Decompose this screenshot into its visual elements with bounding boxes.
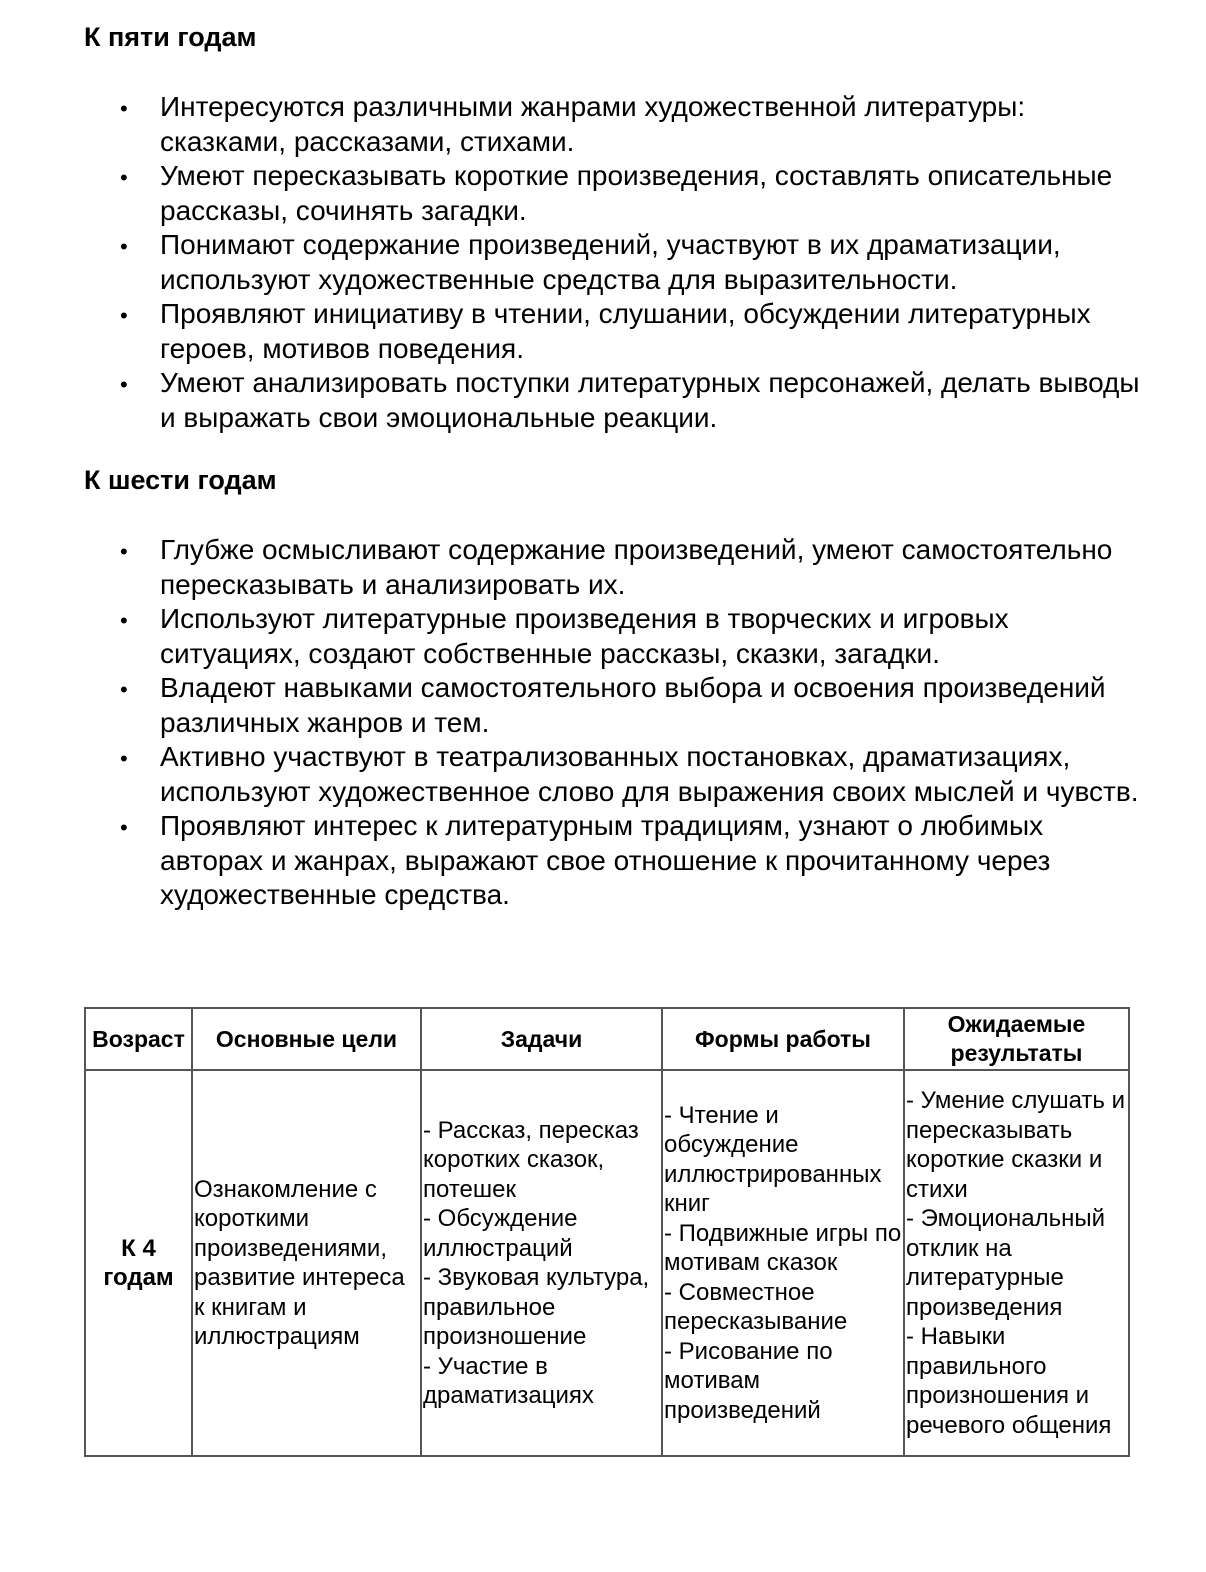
bullet-icon: •	[120, 303, 128, 328]
list-item	[84, 602, 1144, 671]
bullet-icon: •	[120, 608, 128, 633]
result-item: - Эмоциональный отклик на литературные произведения	[906, 1205, 1106, 1321]
list-item	[84, 809, 1144, 913]
goals-table	[84, 1007, 1130, 1457]
list-item-text: Понимают содержание произведений, участвуют в их драматизации, используют художественные средства для выразительности.	[160, 229, 1061, 295]
bullet-icon: •	[120, 372, 128, 397]
bullet-icon: •	[120, 96, 128, 121]
header-age: Возраст	[85, 1008, 192, 1070]
cell-tasks	[421, 1070, 662, 1456]
form-item: - Совместное пересказывание	[664, 1278, 848, 1336]
task-item: - Обсуждение иллюстраций	[423, 1205, 578, 1262]
section-heading-six-years: К шести годам	[84, 465, 277, 495]
list-item-text: Используют литературные произведения в творческих и игровых ситуациях, создают собственные рассказы, сказки, загадки.	[160, 603, 1009, 669]
cell-age: К 4 годам	[85, 1070, 192, 1456]
task-item: - Звуковая культура, правильное произношение	[423, 1264, 650, 1350]
list-six-years	[84, 533, 1144, 913]
list-item	[84, 228, 1144, 297]
bullet-icon: •	[120, 165, 128, 190]
list-item	[84, 297, 1144, 366]
section-heading-five-years: К пяти годам	[84, 22, 257, 52]
bullet-icon: •	[120, 539, 128, 564]
bullet-icon: •	[120, 815, 128, 840]
table-row	[85, 1070, 1129, 1456]
form-item: - Рисование по мотивам произведений	[664, 1337, 833, 1424]
bullet-icon: •	[120, 677, 128, 702]
header-goals: Основные цели	[192, 1008, 421, 1070]
cell-goals: Ознакомление с короткими произведениями, развитие интереса к книгам и иллюстрациям	[192, 1070, 421, 1456]
form-item: - Чтение и обсуждение иллюстрированных книг	[664, 1101, 882, 1218]
table-header-row	[85, 1008, 1129, 1070]
header-tasks: Задачи	[421, 1008, 662, 1070]
bullet-icon: •	[120, 746, 128, 771]
result-item: - Умение слушать и пересказывать короткие сказки и стихи	[906, 1087, 1125, 1203]
task-item: - Рассказ, пересказ коротких сказок, потешек	[423, 1116, 639, 1203]
bullet-icon: •	[120, 234, 128, 259]
cell-forms	[662, 1070, 904, 1456]
form-item: - Подвижные игры по мотивам сказок	[664, 1219, 902, 1277]
list-item	[84, 159, 1144, 228]
list-item-text: Проявляют инициативу в чтении, слушании, обсуждении литературных героев, мотивов поведения.	[160, 298, 1091, 364]
result-item: - Навыки правильного произношения и речевого общения	[906, 1323, 1112, 1439]
cell-results	[904, 1070, 1129, 1456]
list-item-text: Владеют навыками самостоятельного выбора и освоения произведений различных жанров и тем.	[160, 672, 1106, 738]
list-item-text: Умеют анализировать поступки литературных персонажей, делать выводы и выражать свои эмоциональные реакции.	[160, 367, 1140, 433]
header-forms: Формы работы	[662, 1008, 904, 1070]
list-item	[84, 671, 1144, 740]
document-page	[84, 0, 1144, 913]
header-results: Ожидаемые результаты	[904, 1008, 1129, 1070]
list-five-years	[84, 90, 1144, 435]
list-item	[84, 90, 1144, 159]
list-item-text: Проявляют интерес к литературным традициям, узнают о любимых авторах и жанрах, выражают свое отношение к прочитанному через художественные средства.	[160, 810, 1051, 910]
list-item	[84, 366, 1144, 435]
list-item	[84, 740, 1144, 809]
list-item	[84, 533, 1144, 602]
list-item-text: Активно участвуют в театрализованных постановках, драматизациях, используют художественное слово для выражения своих мыслей и чувств.	[160, 741, 1139, 807]
list-item-text: Интересуются различными жанрами художественной литературы: сказками, рассказами, стихами.	[160, 91, 1026, 157]
list-item-text: Глубже осмысливают содержание произведений, умеют самостоятельно пересказывать и анализировать их.	[160, 534, 1113, 600]
list-item-text: Умеют пересказывать короткие произведения, составлять описательные рассказы, сочинять загадки.	[160, 160, 1113, 226]
task-item: - Участие в драматизациях	[423, 1352, 594, 1409]
